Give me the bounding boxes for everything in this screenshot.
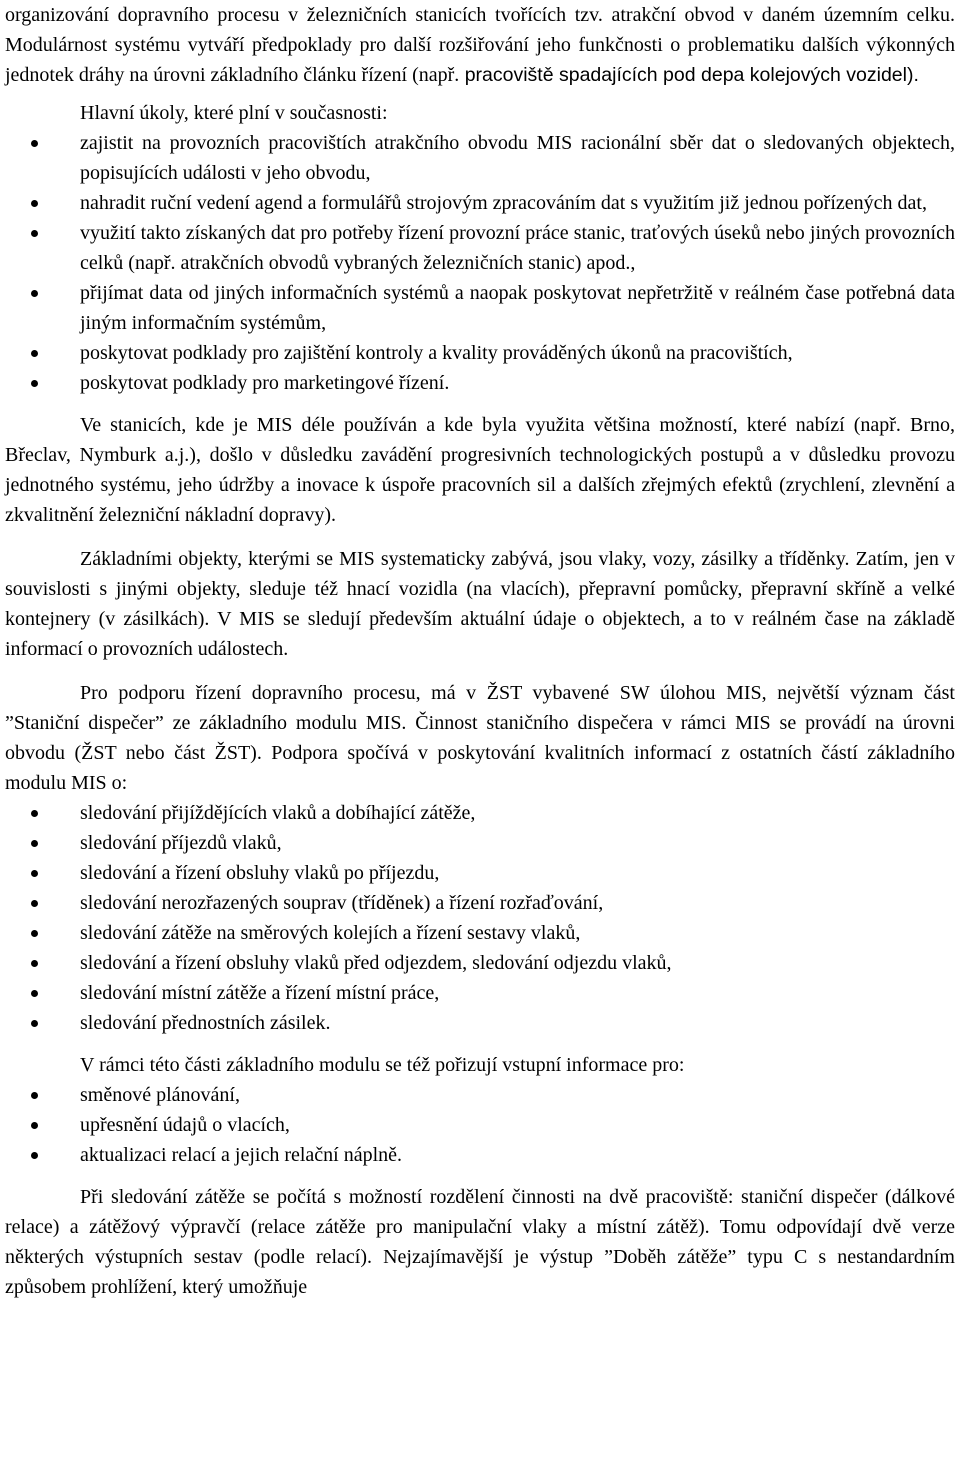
paragraph-continuation-sans: pracoviště spadajících pod depa kolejových vozidel). <box>459 64 919 86</box>
list-item: využití takto získaných dat pro potřeby řízení provozní práce stanic, traťových úseků nebo jiných provozních celků (např. atrakčních obvodů vybraných železničních stanic) apod., <box>5 218 955 278</box>
list-item: zajistit na provozních pracovištích atrakčního obvodu MIS racionální sběr dat o sledovaných objektech, popisujících události v jeho obvodu, <box>5 128 955 188</box>
list-item: sledování zátěže na směrových kolejích a řízení sestavy vlaků, <box>5 918 955 948</box>
list-item: sledování přijíždějících vlaků a dobíhající zátěže, <box>5 798 955 828</box>
list-item: sledování příjezdů vlaků, <box>5 828 955 858</box>
paragraph-dispatcher: Pro podporu řízení dopravního procesu, má v ŽST vybavené SW úlohou MIS, největší význam část ”Staniční dispečer” ze základního modulu MIS. Činnost staničního dispečera v rámci MIS se provádí na úrovni obvodu (ŽST nebo část ŽST). Podpora spočívá v poskytování kvalitních informací z ostatních částí základního modulu MIS o: <box>5 682 955 794</box>
list-item: sledování přednostních zásilek. <box>5 1008 955 1038</box>
list-item: upřesnění údajů o vlacích, <box>5 1110 955 1140</box>
paragraph-continuation <box>5 0 955 90</box>
list-item: poskytovat podklady pro zajištění kontroly a kvality prováděných úkonů na pracovištích, <box>5 338 955 368</box>
paragraph-load: Při sledování zátěže se počítá s možností rozdělení činnosti na dvě pracoviště: staniční dispečer (dálkové relace) a zátěžový výpravčí (relace zátěže pro manipulační vlaky a místní zátěž). Tomu odpovídají dvě verze některých výstupních sestav (podle relací). Nejzajímavější je výstup ”Doběh zátěže” typu C s nestandardním způsobem prohlížení, který umožňuje <box>5 1186 955 1298</box>
document-page <box>5 0 955 1302</box>
list-item: sledování místní zátěže a řízení místní práce, <box>5 978 955 1008</box>
list-item: směnové plánování, <box>5 1080 955 1110</box>
dispatcher-list <box>5 798 955 1038</box>
list-item: sledování a řízení obsluhy vlaků po příjezdu, <box>5 858 955 888</box>
tasks-intro: Hlavní úkoly, které plní v současnosti: <box>80 102 388 124</box>
tasks-list <box>5 128 955 398</box>
list-item: přijímat data od jiných informačních systémů a naopak poskytovat nepřetržitě v reálném čase potřebná data jiným informačním systémům, <box>5 278 955 338</box>
input-intro: V rámci této části základního modulu se též pořizují vstupní informace pro: <box>80 1054 685 1076</box>
list-item: nahradit ruční vedení agend a formulářů strojovým zpracováním dat s využitím již jednou pořízených dat, <box>5 188 955 218</box>
input-list <box>5 1080 955 1170</box>
paragraph-continuation-serif: organizování dopravního procesu v železničních stanicích tvořících tzv. atrakční obvod v daném územním celku. Modulárnost systému vytváří předpoklady pro další rozšiřování jeho funkčnosti o problematiku dalších výkonných jednotek dráhy na úrovni základního článku řízení (např. <box>5 4 955 86</box>
paragraph-stations: Ve stanicích, kde je MIS déle používán a kde byla využita většina možností, které nabízí (např. Brno, Břeclav, Nymburk a.j.), došlo v důsledku zavádění progresivních technologických postupů a v důsledku provozu jednotného systému, jeho údržby a inovace k úspoře pracovních sil a dalších zřejmých efektů (zrychlení, zlevnění a zkvalitnění železniční nákladní dopravy). <box>5 414 955 526</box>
list-item: sledování a řízení obsluhy vlaků před odjezdem, sledování odjezdu vlaků, <box>5 948 955 978</box>
list-item: poskytovat podklady pro marketingové řízení. <box>5 368 955 398</box>
paragraph-objects: Základními objekty, kterými se MIS systematicky zabývá, jsou vlaky, vozy, zásilky a tříděnky. Zatím, jen v souvislosti s jinými objekty, sleduje též hnací vozidla (na vlacích), přepravní pomůcky, přepravní skříně a velké kontejnery (v zásilkách). V MIS se sledují především aktuální údaje o objektech, a to v reálném čase na základě informací o provozních událostech. <box>5 548 955 660</box>
list-item: sledování nerozřazených souprav (tříděnek) a řízení rozřaďování, <box>5 888 955 918</box>
list-item: aktualizaci relací a jejich relační náplně. <box>5 1140 955 1170</box>
